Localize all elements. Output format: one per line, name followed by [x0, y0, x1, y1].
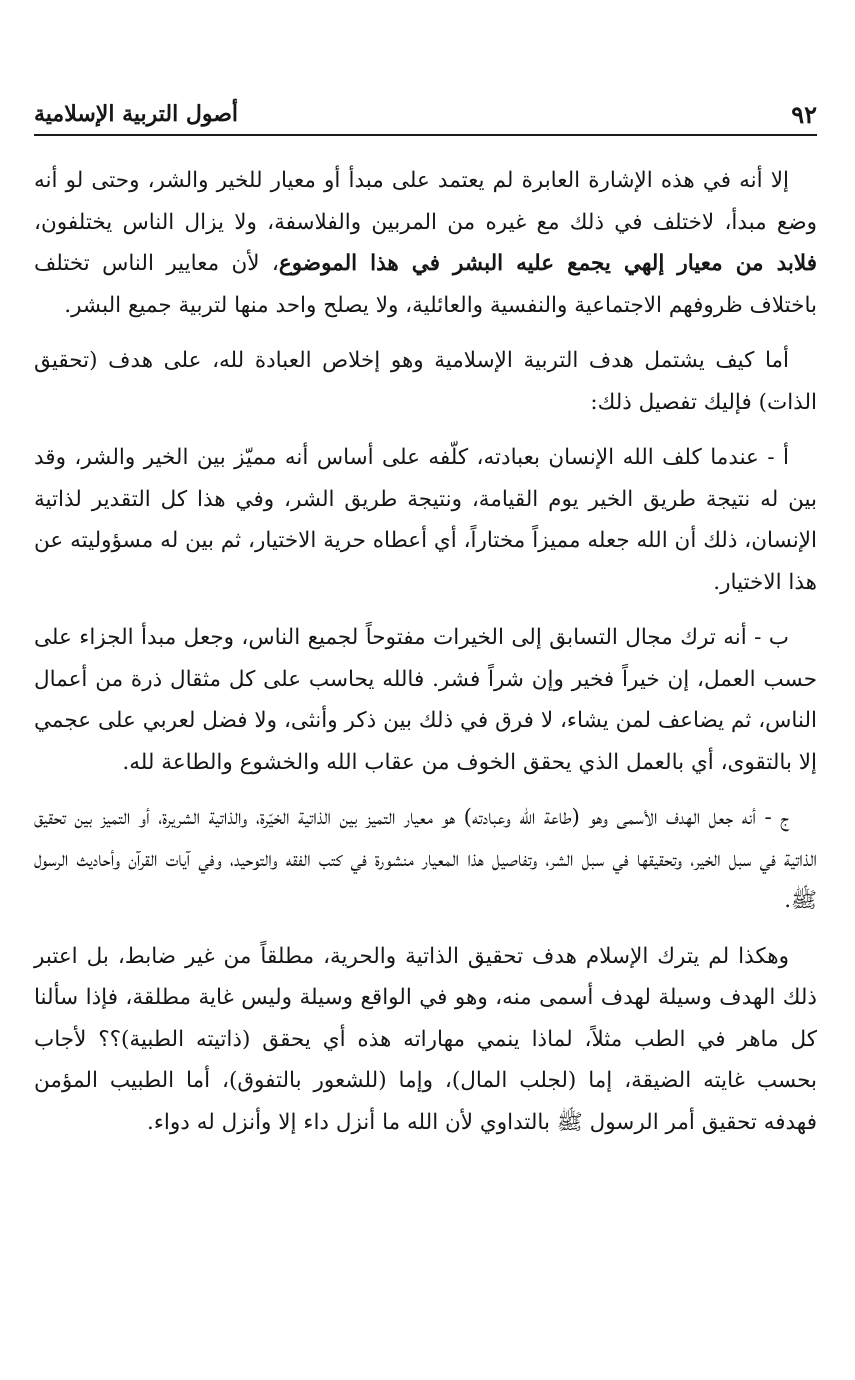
paragraph-point-c: ج - أنه جعل الهدف الأسمى وهو (طاعة الله وعبادته) هو معيار التميز بين الذاتية الخيّرة، والذاتية الشريرة، أو التميز بين تحقيق الذاتية في سبل الخير، وتحقيقها في سبل الشر، وتفاصيل هذا المعيار منشورة في كتب الفقه والتوحيد، وفي آيات القرآن وأحاديث الرسول ﷺ. — [34, 805, 817, 913]
paragraph-point-a: أ - عندما كلف الله الإنسان بعبادته، كلّفه على أساس أنه مميّز بين الخير والشر، وقد بين له نتيجة طريق الخير يوم القيامة، ونتيجة طريق الشر، وفي هذا كل التقدير لذاتية الإنسان، ذلك أن الله جعله مميزاً مختاراً، أي أعطاه حرية الاختيار، ثم بين له مسؤوليته عن هذا الاختيار. — [34, 445, 817, 595]
book-title: أصول التربية الإسلامية — [34, 101, 239, 127]
paragraph-conclusion: وهكذا لم يترك الإسلام هدف تحقيق الذاتية والحرية، مطلقاً من غير ضابط، بل اعتبر ذلك الهدف وسيلة لهدف أسمى منه، وهو في الواقع وسيلة وليس غاية مطلقة، فإذا سألنا كل ماهر في الطب مثلاً، لماذا ينمي مهاراته هذه أي يحقق (ذاتيته الطبية)؟؟ لأجاب بحسب غايته الضيقة، إما (لجلب المال)، وإما (للشعور بالتفوق)، أما الطبيب المؤمن فهدفه تحقيق أمر الرسول ﷺ بالتداوي لأن الله ما أنزل داء إلا وأنزل له دواء. — [34, 943, 817, 1135]
paragraph-intro-bold-text: فلابد من معيار إلهي يجمع عليه البشر في هذا الموضوع — [278, 251, 817, 276]
page-number: ٩٢ — [791, 99, 817, 129]
paragraph-intro — [34, 160, 817, 326]
paragraph-question: أما كيف يشتمل هدف التربية الإسلامية وهو إخلاص العبادة لله، على هدف (تحقيق الذات) فإليك تفصيل ذلك: — [34, 348, 817, 415]
body-text — [34, 160, 817, 1157]
running-header — [34, 94, 817, 136]
paragraph-intro-text-end: ، لأن معايير الناس تختلف باختلاف ظروفهم الاجتماعية والنفسية والعائلية، ولا يصلح واحد منها لتربية جميع البشر. — [34, 251, 817, 318]
paragraph-point-b: ب - أنه ترك مجال التسابق إلى الخيرات مفتوحاً لجميع الناس، وجعل مبدأ الجزاء على حسب العمل، إن خيراً فخير وإن شراً فشر. فالله يحاسب على كل مثقال ذرة من أعمال الناس، ثم يضاعف لمن يشاء، لا فرق في ذلك بين ذكر وأنثى، ولا فضل لعربي على عجمي إلا بالتقوى، أي بالعمل الذي يحقق الخوف من عقاب الله والخشوع والطاعة لله. — [34, 625, 817, 775]
paragraph-intro-text: إلا أنه في هذه الإشارة العابرة لم يعتمد على مبدأ أو معيار للخير والشر، وحتى لو أنه وضع مبدأ، لاختلف في ذلك مع غيره من المربين والفلاسفة، ولا يزال الناس يختلفون، — [34, 168, 817, 235]
